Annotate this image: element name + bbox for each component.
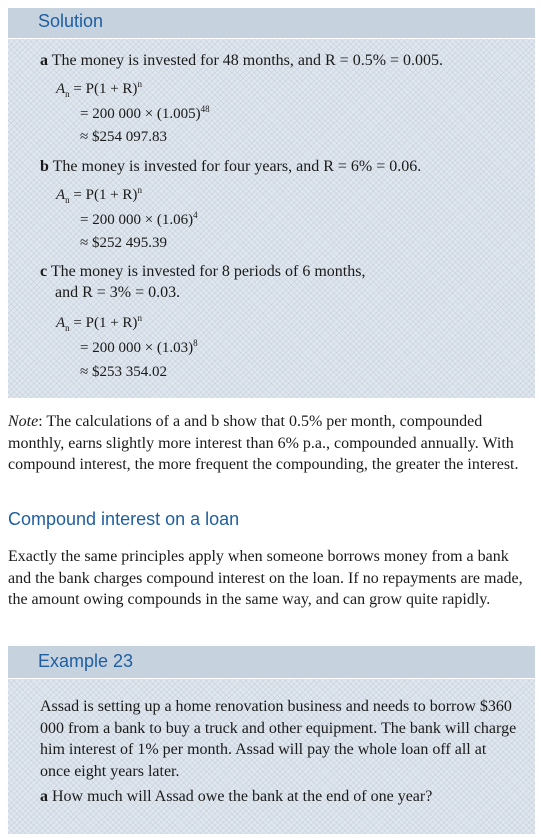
section-paragraph: Exactly the same principles apply when someone borrows money from a bank and the bank charges compound interest on the loan. If no repayments are made, the amount owing compounds in the same way, and can grow quite rapidly. <box>8 548 523 608</box>
solution-box <box>8 8 535 398</box>
an-symbol: A <box>56 81 66 97</box>
part-a-formula: $A_n = P(1 + R)^n$ <box>56 79 142 99</box>
part-a-text: The money is invested for 48 months, and R = 0.5% = 0.005. <box>51 52 444 69</box>
part-c-result: ≈ $253 354.02 <box>80 364 167 380</box>
part-b-formula: $A_n = P(1 + R)^n$ <box>56 185 142 205</box>
example-part-a-letter: a <box>40 788 48 805</box>
part-b-letter: b <box>40 158 49 175</box>
part-c-formula: $A_n = P(1 + R)^n$ <box>56 313 142 333</box>
part-a-letter: a <box>40 52 48 69</box>
part-a-substitution: = 200 $000 \times (1.005)^{48}$ <box>80 104 210 122</box>
example-box <box>8 646 535 834</box>
part-c-text-line1: The money is invested for 8 periods of 6 months, <box>50 263 366 280</box>
part-b-text: The money is invested for four years, and R = 6% = 0.06. <box>52 158 422 175</box>
section-heading: Compound interest on a loan <box>8 509 240 529</box>
example-part-a <box>40 788 432 806</box>
note-lead: Note <box>8 413 39 430</box>
solution-header <box>8 8 535 39</box>
part-a-result: ≈ $254 097.83 <box>80 129 167 145</box>
part-b-result: ≈ $252 495.39 <box>80 235 167 251</box>
example-text: Assad is setting up a home renovation business and needs to borrow $360 000 from a bank to buy a truck and other equipment. The bank will charge him interest of 1% per month. Assad will pay the whole loan off all at once eight years later. <box>40 698 517 780</box>
part-a-statement <box>40 52 443 70</box>
part-b-statement <box>40 158 421 176</box>
note-paragraph <box>8 411 535 476</box>
part-b-substitution: = 200 $000 \times (1.06)^4$ <box>80 210 198 228</box>
part-c-substitution: = 200 $000 \times (1.03)^8$ <box>80 338 198 356</box>
part-c-letter: c <box>40 263 48 280</box>
example-part-a-text: How much will Assad owe the bank at the end of one year? <box>52 788 433 805</box>
solution-title: Solution <box>38 11 104 31</box>
example-title: Example 23 <box>38 651 134 671</box>
note-text: : The calculations of a and b show that 0.5% per month, compounded monthly, earns slightly more interest than 6% p.a., compounded annually. With compound interest, the more frequent the compounding, the greater the interest. <box>8 413 519 473</box>
part-c-statement-cont <box>55 284 180 302</box>
part-c-text-line2: and R = 3% = 0.03. <box>55 284 181 301</box>
part-c-statement <box>40 263 365 281</box>
example-header <box>8 646 535 679</box>
